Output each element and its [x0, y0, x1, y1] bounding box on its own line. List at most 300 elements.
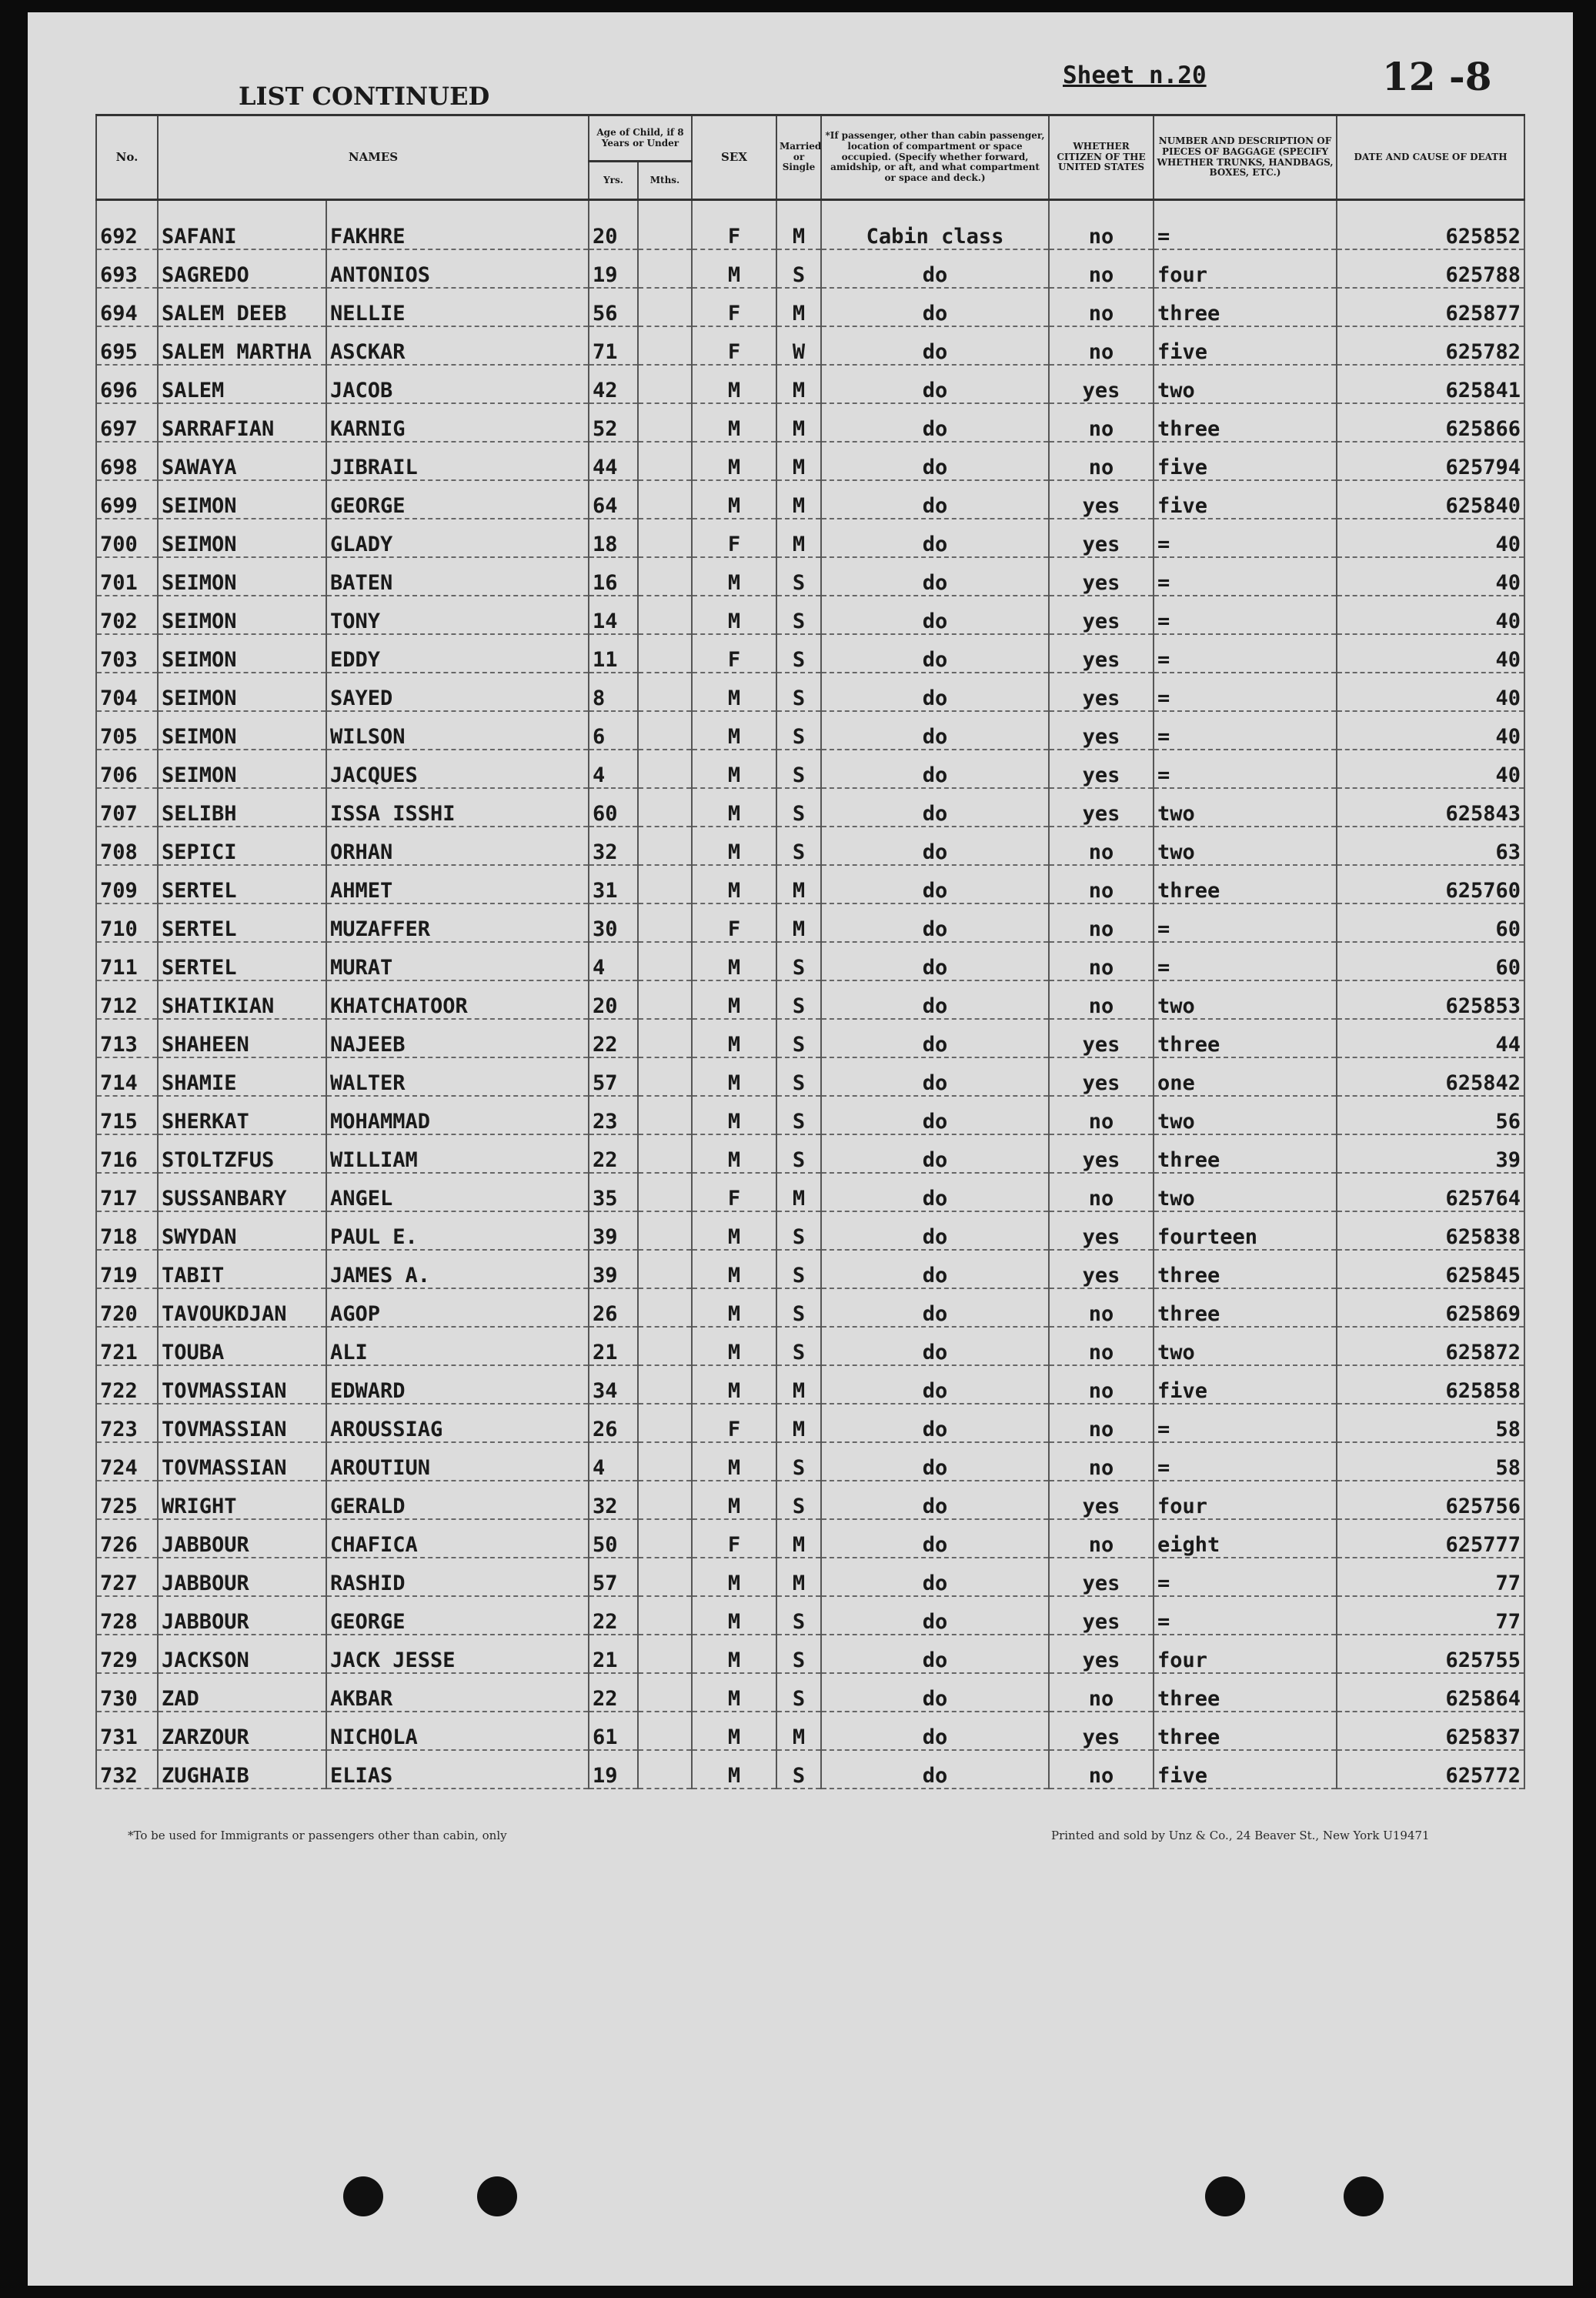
- given-name-cell: ANTONIOS: [326, 249, 589, 288]
- sex-cell: F: [692, 200, 776, 250]
- row-number-cell: 718: [96, 1211, 158, 1250]
- given-name-cell: PAUL E.: [326, 1211, 589, 1250]
- marital-status-cell: S: [776, 1327, 821, 1365]
- age-years-cell: 18: [589, 519, 638, 557]
- baggage-cell: three: [1154, 1673, 1337, 1712]
- surname-cell: SAFANI: [158, 200, 326, 250]
- marital-status-cell: S: [776, 1635, 821, 1673]
- passenger-table: [95, 114, 1525, 1789]
- death-record-cell: 40: [1337, 634, 1524, 673]
- age-years-cell: 4: [589, 942, 638, 980]
- location-cell: do: [821, 596, 1049, 634]
- death-record-cell: 40: [1337, 750, 1524, 788]
- given-name-cell: MURAT: [326, 942, 589, 980]
- location-cell: do: [821, 1288, 1049, 1327]
- baggage-cell: =: [1154, 634, 1337, 673]
- surname-cell: SAWAYA: [158, 442, 326, 480]
- sex-cell: F: [692, 634, 776, 673]
- given-name-cell: EDDY: [326, 634, 589, 673]
- sex-cell: M: [692, 1096, 776, 1134]
- age-months-cell: [638, 1596, 692, 1635]
- table-row: [96, 1057, 1524, 1096]
- row-number-cell: 699: [96, 480, 158, 519]
- col-location: *If passenger, other than cabin passenger, location of compartment or space occupied. (Specify whether forward, amidship, or aft, and what compartment or space and deck.): [821, 115, 1049, 200]
- given-name-cell: KHATCHATOOR: [326, 980, 589, 1019]
- given-name-cell: WILSON: [326, 711, 589, 750]
- table-row: [96, 980, 1524, 1019]
- given-name-cell: EDWARD: [326, 1365, 589, 1404]
- surname-cell: SERTEL: [158, 904, 326, 942]
- citizen-cell: yes: [1049, 750, 1154, 788]
- table-row: [96, 1673, 1524, 1712]
- surname-cell: SWYDAN: [158, 1211, 326, 1250]
- baggage-cell: =: [1154, 904, 1337, 942]
- baggage-cell: =: [1154, 519, 1337, 557]
- age-years-cell: 57: [589, 1558, 638, 1596]
- age-years-cell: 52: [589, 403, 638, 442]
- table-row: [96, 788, 1524, 827]
- sex-cell: M: [692, 1558, 776, 1596]
- table-row: [96, 865, 1524, 904]
- baggage-cell: =: [1154, 942, 1337, 980]
- table-row: [96, 827, 1524, 865]
- death-record-cell: 625877: [1337, 288, 1524, 326]
- location-cell: do: [821, 1750, 1049, 1789]
- citizen-cell: yes: [1049, 1481, 1154, 1519]
- list-title: LIST CONTINUED: [239, 82, 490, 111]
- given-name-cell: ALI: [326, 1327, 589, 1365]
- death-record-cell: 625838: [1337, 1211, 1524, 1250]
- marital-status-cell: M: [776, 865, 821, 904]
- baggage-cell: fourteen: [1154, 1211, 1337, 1250]
- marital-status-cell: S: [776, 942, 821, 980]
- age-years-cell: 22: [589, 1596, 638, 1635]
- marital-status-cell: S: [776, 980, 821, 1019]
- table-row: [96, 557, 1524, 596]
- location-cell: do: [821, 480, 1049, 519]
- table-row: [96, 365, 1524, 403]
- surname-cell: TAVOUKDJAN: [158, 1288, 326, 1327]
- row-number-cell: 717: [96, 1173, 158, 1211]
- col-death: DATE AND CAUSE OF DEATH: [1337, 115, 1524, 200]
- sex-cell: M: [692, 1365, 776, 1404]
- surname-cell: SEIMON: [158, 557, 326, 596]
- surname-cell: SALEM MARTHA: [158, 326, 326, 365]
- sex-cell: M: [692, 1712, 776, 1750]
- table-row: [96, 1712, 1524, 1750]
- location-cell: do: [821, 1134, 1049, 1173]
- location-cell: do: [821, 288, 1049, 326]
- age-years-cell: 21: [589, 1635, 638, 1673]
- surname-cell: SERTEL: [158, 865, 326, 904]
- sheet-number: Sheet n.20: [1063, 62, 1207, 89]
- citizen-cell: no: [1049, 1288, 1154, 1327]
- citizen-cell: no: [1049, 1404, 1154, 1442]
- table-row: [96, 1211, 1524, 1250]
- location-cell: Cabin class: [821, 200, 1049, 250]
- baggage-cell: three: [1154, 1134, 1337, 1173]
- age-years-cell: 4: [589, 750, 638, 788]
- marital-status-cell: M: [776, 1365, 821, 1404]
- age-months-cell: [638, 249, 692, 288]
- death-record-cell: 60: [1337, 942, 1524, 980]
- death-record-cell: 77: [1337, 1558, 1524, 1596]
- death-record-cell: 40: [1337, 519, 1524, 557]
- citizen-cell: no: [1049, 249, 1154, 288]
- row-number-cell: 714: [96, 1057, 158, 1096]
- death-record-cell: 625760: [1337, 865, 1524, 904]
- row-number-cell: 731: [96, 1712, 158, 1750]
- surname-cell: SERTEL: [158, 942, 326, 980]
- marital-status-cell: S: [776, 1211, 821, 1250]
- age-months-cell: [638, 1288, 692, 1327]
- table-row: [96, 1558, 1524, 1596]
- sex-cell: M: [692, 865, 776, 904]
- sex-cell: F: [692, 288, 776, 326]
- table-row: [96, 403, 1524, 442]
- surname-cell: TABIT: [158, 1250, 326, 1288]
- surname-cell: SEIMON: [158, 519, 326, 557]
- table-row: [96, 519, 1524, 557]
- surname-cell: SEIMON: [158, 596, 326, 634]
- location-cell: do: [821, 557, 1049, 596]
- row-number-cell: 712: [96, 980, 158, 1019]
- location-cell: do: [821, 711, 1049, 750]
- row-number-cell: 729: [96, 1635, 158, 1673]
- death-record-cell: 625772: [1337, 1750, 1524, 1789]
- row-number-cell: 725: [96, 1481, 158, 1519]
- table-row: [96, 942, 1524, 980]
- surname-cell: STOLTZFUS: [158, 1134, 326, 1173]
- marital-status-cell: S: [776, 1019, 821, 1057]
- surname-cell: JABBOUR: [158, 1558, 326, 1596]
- punch-hole: [1344, 2176, 1384, 2216]
- row-number-cell: 728: [96, 1596, 158, 1635]
- sex-cell: M: [692, 827, 776, 865]
- row-number-cell: 705: [96, 711, 158, 750]
- citizen-cell: yes: [1049, 1635, 1154, 1673]
- death-record-cell: 40: [1337, 673, 1524, 711]
- surname-cell: SEIMON: [158, 480, 326, 519]
- table-row: [96, 1404, 1524, 1442]
- row-number-cell: 698: [96, 442, 158, 480]
- age-months-cell: [638, 750, 692, 788]
- death-record-cell: 625872: [1337, 1327, 1524, 1365]
- col-sex: SEX: [692, 115, 776, 200]
- marital-status-cell: S: [776, 1673, 821, 1712]
- punch-hole: [1205, 2176, 1245, 2216]
- marital-status-cell: W: [776, 326, 821, 365]
- baggage-cell: five: [1154, 480, 1337, 519]
- location-cell: do: [821, 673, 1049, 711]
- baggage-cell: two: [1154, 365, 1337, 403]
- location-cell: do: [821, 249, 1049, 288]
- baggage-cell: three: [1154, 288, 1337, 326]
- table-row: [96, 711, 1524, 750]
- citizen-cell: yes: [1049, 1712, 1154, 1750]
- given-name-cell: GERALD: [326, 1481, 589, 1519]
- table-body: [96, 200, 1524, 1789]
- row-number-cell: 709: [96, 865, 158, 904]
- marital-status-cell: S: [776, 1057, 821, 1096]
- baggage-cell: three: [1154, 865, 1337, 904]
- given-name-cell: MOHAMMAD: [326, 1096, 589, 1134]
- given-name-cell: KARNIG: [326, 403, 589, 442]
- sex-cell: M: [692, 1750, 776, 1789]
- age-months-cell: [638, 1635, 692, 1673]
- baggage-cell: two: [1154, 827, 1337, 865]
- surname-cell: JACKSON: [158, 1635, 326, 1673]
- death-record-cell: 77: [1337, 1596, 1524, 1635]
- table-row: [96, 326, 1524, 365]
- baggage-cell: three: [1154, 1288, 1337, 1327]
- col-yrs: Yrs.: [589, 162, 638, 200]
- surname-cell: TOVMASSIAN: [158, 1404, 326, 1442]
- age-years-cell: 30: [589, 904, 638, 942]
- location-cell: do: [821, 1712, 1049, 1750]
- sex-cell: F: [692, 904, 776, 942]
- age-years-cell: 19: [589, 249, 638, 288]
- age-years-cell: 50: [589, 1519, 638, 1558]
- location-cell: do: [821, 1211, 1049, 1250]
- age-months-cell: [638, 288, 692, 326]
- row-number-cell: 720: [96, 1288, 158, 1327]
- page-number: 12 -8: [1382, 54, 1492, 99]
- age-months-cell: [638, 634, 692, 673]
- age-years-cell: 11: [589, 634, 638, 673]
- age-years-cell: 26: [589, 1404, 638, 1442]
- marital-status-cell: M: [776, 200, 821, 250]
- baggage-cell: three: [1154, 1019, 1337, 1057]
- baggage-cell: three: [1154, 1712, 1337, 1750]
- citizen-cell: no: [1049, 200, 1154, 250]
- citizen-cell: no: [1049, 942, 1154, 980]
- age-months-cell: [638, 200, 692, 250]
- baggage-cell: five: [1154, 1365, 1337, 1404]
- marital-status-cell: M: [776, 403, 821, 442]
- sex-cell: F: [692, 519, 776, 557]
- citizen-cell: yes: [1049, 480, 1154, 519]
- age-months-cell: [638, 788, 692, 827]
- death-record-cell: 625756: [1337, 1481, 1524, 1519]
- table-row: [96, 1519, 1524, 1558]
- row-number-cell: 722: [96, 1365, 158, 1404]
- table-header: [96, 115, 1524, 200]
- row-number-cell: 711: [96, 942, 158, 980]
- citizen-cell: yes: [1049, 1558, 1154, 1596]
- marital-status-cell: M: [776, 1712, 821, 1750]
- location-cell: do: [821, 827, 1049, 865]
- baggage-cell: =: [1154, 711, 1337, 750]
- surname-cell: SALEM DEEB: [158, 288, 326, 326]
- baggage-cell: three: [1154, 403, 1337, 442]
- marital-status-cell: M: [776, 288, 821, 326]
- death-record-cell: 625794: [1337, 442, 1524, 480]
- age-months-cell: [638, 1365, 692, 1404]
- row-number-cell: 730: [96, 1673, 158, 1712]
- marital-status-cell: S: [776, 1096, 821, 1134]
- location-cell: do: [821, 1096, 1049, 1134]
- sex-cell: M: [692, 442, 776, 480]
- location-cell: do: [821, 865, 1049, 904]
- given-name-cell: WALTER: [326, 1057, 589, 1096]
- age-years-cell: 16: [589, 557, 638, 596]
- age-months-cell: [638, 596, 692, 634]
- death-record-cell: 39: [1337, 1134, 1524, 1173]
- surname-cell: SEIMON: [158, 750, 326, 788]
- baggage-cell: four: [1154, 249, 1337, 288]
- given-name-cell: MUZAFFER: [326, 904, 589, 942]
- age-months-cell: [638, 1327, 692, 1365]
- age-months-cell: [638, 326, 692, 365]
- marital-status-cell: S: [776, 1288, 821, 1327]
- surname-cell: SHATIKIAN: [158, 980, 326, 1019]
- table-row: [96, 1288, 1524, 1327]
- marital-status-cell: M: [776, 1558, 821, 1596]
- marital-status-cell: S: [776, 711, 821, 750]
- baggage-cell: five: [1154, 1750, 1337, 1789]
- row-number-cell: 696: [96, 365, 158, 403]
- given-name-cell: ISSA ISSHI: [326, 788, 589, 827]
- death-record-cell: 44: [1337, 1019, 1524, 1057]
- sex-cell: M: [692, 1442, 776, 1481]
- citizen-cell: no: [1049, 326, 1154, 365]
- baggage-cell: two: [1154, 1096, 1337, 1134]
- footer-printer: Printed and sold by Unz & Co., 24 Beaver St., New York U19471: [1051, 1829, 1430, 1842]
- sex-cell: M: [692, 788, 776, 827]
- age-years-cell: 26: [589, 1288, 638, 1327]
- sex-cell: M: [692, 1134, 776, 1173]
- baggage-cell: eight: [1154, 1519, 1337, 1558]
- row-number-cell: 697: [96, 403, 158, 442]
- marital-status-cell: S: [776, 1596, 821, 1635]
- location-cell: do: [821, 1596, 1049, 1635]
- surname-cell: SALEM: [158, 365, 326, 403]
- surname-cell: SHERKAT: [158, 1096, 326, 1134]
- age-months-cell: [638, 1404, 692, 1442]
- citizen-cell: no: [1049, 865, 1154, 904]
- citizen-cell: no: [1049, 442, 1154, 480]
- table-row: [96, 1250, 1524, 1288]
- location-cell: do: [821, 1481, 1049, 1519]
- table-row: [96, 288, 1524, 326]
- marital-status-cell: S: [776, 596, 821, 634]
- marital-status-cell: M: [776, 519, 821, 557]
- citizen-cell: yes: [1049, 596, 1154, 634]
- citizen-cell: yes: [1049, 365, 1154, 403]
- location-cell: do: [821, 1019, 1049, 1057]
- age-years-cell: 34: [589, 1365, 638, 1404]
- marital-status-cell: S: [776, 634, 821, 673]
- given-name-cell: ELIAS: [326, 1750, 589, 1789]
- sex-cell: M: [692, 557, 776, 596]
- row-number-cell: 727: [96, 1558, 158, 1596]
- baggage-cell: =: [1154, 1558, 1337, 1596]
- citizen-cell: no: [1049, 904, 1154, 942]
- footer-note: *To be used for Immigrants or passengers other than cabin, only: [128, 1829, 507, 1842]
- row-number-cell: 726: [96, 1519, 158, 1558]
- row-number-cell: 715: [96, 1096, 158, 1134]
- death-record-cell: 63: [1337, 827, 1524, 865]
- sex-cell: M: [692, 480, 776, 519]
- sex-cell: M: [692, 1211, 776, 1250]
- given-name-cell: JACOB: [326, 365, 589, 403]
- age-months-cell: [638, 1750, 692, 1789]
- sex-cell: F: [692, 1173, 776, 1211]
- baggage-cell: five: [1154, 442, 1337, 480]
- table-row: [96, 1365, 1524, 1404]
- given-name-cell: CHAFICA: [326, 1519, 589, 1558]
- age-months-cell: [638, 1481, 692, 1519]
- marital-status-cell: S: [776, 750, 821, 788]
- baggage-cell: three: [1154, 1250, 1337, 1288]
- death-record-cell: 56: [1337, 1096, 1524, 1134]
- row-number-cell: 732: [96, 1750, 158, 1789]
- age-years-cell: 22: [589, 1673, 638, 1712]
- surname-cell: SEIMON: [158, 634, 326, 673]
- age-years-cell: 22: [589, 1019, 638, 1057]
- age-months-cell: [638, 1019, 692, 1057]
- surname-cell: ZAD: [158, 1673, 326, 1712]
- punch-hole: [477, 2176, 517, 2216]
- age-months-cell: [638, 865, 692, 904]
- location-cell: do: [821, 326, 1049, 365]
- age-months-cell: [638, 480, 692, 519]
- location-cell: do: [821, 980, 1049, 1019]
- surname-cell: SEIMON: [158, 711, 326, 750]
- baggage-cell: =: [1154, 200, 1337, 250]
- marital-status-cell: M: [776, 1173, 821, 1211]
- row-number-cell: 692: [96, 200, 158, 250]
- surname-cell: JABBOUR: [158, 1519, 326, 1558]
- row-number-cell: 707: [96, 788, 158, 827]
- table-row: [96, 249, 1524, 288]
- death-record-cell: 625837: [1337, 1712, 1524, 1750]
- table-row: [96, 480, 1524, 519]
- age-months-cell: [638, 365, 692, 403]
- given-name-cell: NAJEEB: [326, 1019, 589, 1057]
- given-name-cell: AKBAR: [326, 1673, 589, 1712]
- death-record-cell: 40: [1337, 711, 1524, 750]
- death-record-cell: 625840: [1337, 480, 1524, 519]
- location-cell: do: [821, 634, 1049, 673]
- location-cell: do: [821, 1057, 1049, 1096]
- age-months-cell: [638, 1173, 692, 1211]
- row-number-cell: 710: [96, 904, 158, 942]
- citizen-cell: no: [1049, 403, 1154, 442]
- death-record-cell: 625782: [1337, 326, 1524, 365]
- given-name-cell: WILLIAM: [326, 1134, 589, 1173]
- surname-cell: SEIMON: [158, 673, 326, 711]
- surname-cell: TOUBA: [158, 1327, 326, 1365]
- citizen-cell: yes: [1049, 1596, 1154, 1635]
- location-cell: do: [821, 1635, 1049, 1673]
- table-row: [96, 673, 1524, 711]
- surname-cell: WRIGHT: [158, 1481, 326, 1519]
- age-years-cell: 71: [589, 326, 638, 365]
- given-name-cell: FAKHRE: [326, 200, 589, 250]
- citizen-cell: no: [1049, 1173, 1154, 1211]
- given-name-cell: JIBRAIL: [326, 442, 589, 480]
- baggage-cell: two: [1154, 788, 1337, 827]
- age-months-cell: [638, 1442, 692, 1481]
- surname-cell: SAGREDO: [158, 249, 326, 288]
- age-years-cell: 42: [589, 365, 638, 403]
- row-number-cell: 694: [96, 288, 158, 326]
- death-record-cell: 625842: [1337, 1057, 1524, 1096]
- age-months-cell: [638, 673, 692, 711]
- location-cell: do: [821, 788, 1049, 827]
